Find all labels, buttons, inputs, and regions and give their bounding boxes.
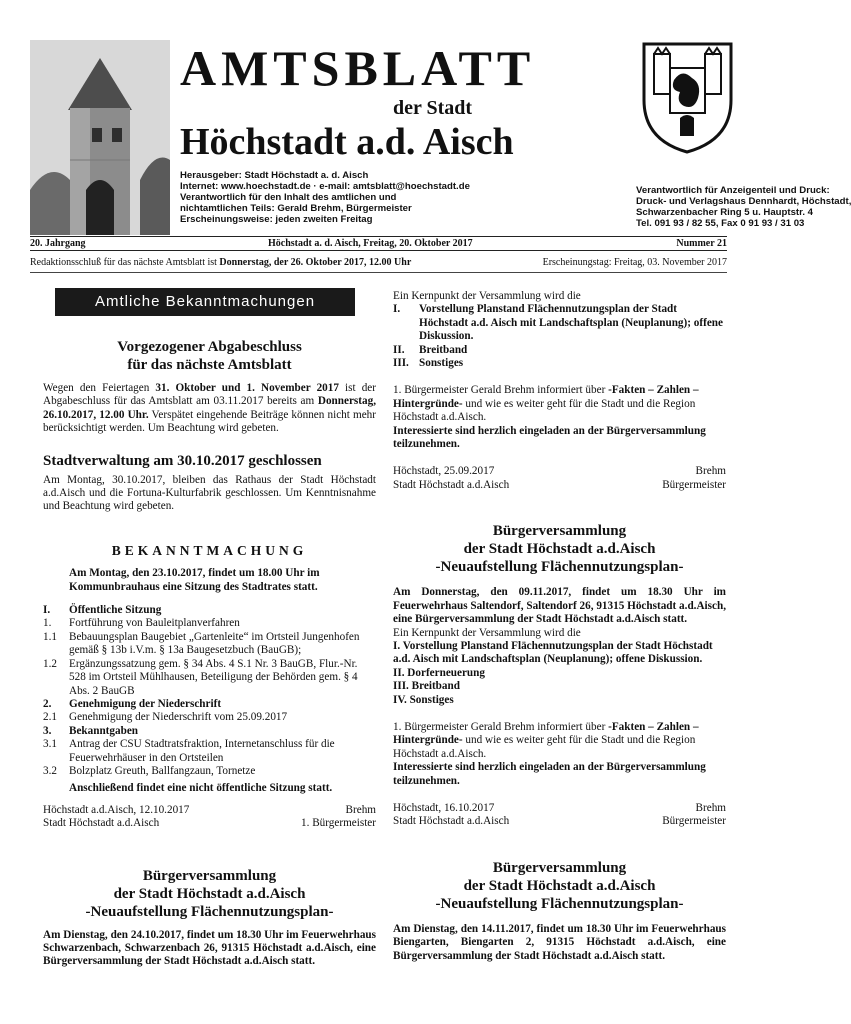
agenda-text: Bolzplatz Greuth, Ballfangzaun, Tornetze <box>69 764 256 777</box>
title-line: Bürgerversammlung <box>492 859 627 876</box>
agenda-text: Genehmigung der Niederschrift <box>69 697 222 710</box>
agenda-item <box>43 658 376 698</box>
title-line: -Neuaufstellung Flächennutzungsplan- <box>435 559 684 576</box>
publication-title: AMTSBLATT <box>180 40 536 96</box>
article-body: Am Dienstag, den 24.10.2017, findet um 18.30 Uhr im Feuerwehrhaus Schwarzenbach, Schwarzenbach 26, 91315 Höchstadt a.d.Aisch, eine Bürgerversammlung der Stadt Höchstadt a.d.Aisch statt. <box>43 928 376 968</box>
issue-date: Höchstadt a. d. Aisch, Freitag, 20. Oktober 2017 <box>268 238 473 249</box>
deadline-bar <box>30 256 727 273</box>
agenda-item: I. Vorstellung Planstand Flächennutzungsplan der Stadt Höchstadt a.d. Aisch mit Landschaftsplan (Neuplanung); offene Diskussion. <box>393 639 713 666</box>
title-line: -Neuaufstellung Flächennutzungsplan- <box>435 895 684 912</box>
invitation: Interessierte sind herzlich eingeladen an der Bürgerversammlung teilzunehmen. <box>393 424 706 451</box>
text: 1. Bürgermeister Gerald Brehm informiert über <box>393 720 609 733</box>
agenda-list <box>43 604 376 778</box>
meeting-intro: Am Montag, den 23.10.2017, findet um 18.00 Uhr im Kommunbrauhaus eine Sitzung des Stadtrates statt. <box>69 567 320 593</box>
agenda-num: II. <box>393 343 405 356</box>
ads-line: Verantwortlich für Anzeigenteil und Druck: <box>636 185 830 196</box>
agenda-num: 3. <box>43 724 52 737</box>
article-body: Am Dienstag, den 14.11.2017, findet um 18.30 Uhr im Feuerwehrhaus Biengarten, Biengarten 2, 91315 Höchstadt a.d.Aisch, eine Bürgerversammlung der Stadt Höchstadt a.d.Aisch statt. <box>393 922 726 962</box>
agenda-text: Breitband <box>419 343 468 356</box>
article-body <box>43 382 376 436</box>
agenda-item: II. Dorferneuerung <box>393 666 485 679</box>
bold-text: -Fakten – Zahlen – Hintergründe- <box>393 720 699 747</box>
text: Wegen den Feiertagen <box>43 382 156 394</box>
agenda-list <box>393 640 726 707</box>
publisher-line: Erscheinungsweise: jeden zweiten Freitag <box>180 214 373 225</box>
publisher-line: Verantwortlich für den Inhalt des amtlichen und <box>180 192 397 203</box>
volume: 20. Jahrgang <box>30 238 86 249</box>
right-column <box>393 290 726 963</box>
article-body: Am Montag, 30.10.2017, bleiben das Rathaus der Stadt Höchstadt a.d.Aisch und die Fortuna-Kulturfabrik geschlossen. Um Kenntnisnahme und Beachtung wird gebeten. <box>43 473 376 513</box>
publisher-line: Herausgeber: Stadt Höchstadt a. d. Aisch <box>180 170 369 181</box>
sign-place-date: Höchstadt, 16.10.2017 <box>393 801 495 814</box>
sign-org: Stadt Höchstadt a.d.Aisch <box>393 815 510 828</box>
ads-line: Druck- und Verlagshaus Dennhardt, Höchstadt, <box>636 196 851 207</box>
meeting-closing: Anschließend findet eine nicht öffentliche Sitzung statt. <box>69 782 333 795</box>
deadline-date: Donnerstag, der 26. Oktober 2017, 12.00 Uhr <box>219 257 412 268</box>
agenda-item <box>43 698 376 711</box>
issue-info-bar <box>30 236 727 251</box>
title-line: -Neuaufstellung Flächennutzungsplan- <box>85 903 334 920</box>
town-gate-photo <box>30 40 170 235</box>
masthead <box>30 40 851 235</box>
agenda-item <box>43 725 376 738</box>
bold-text: -Fakten – Zahlen – Hintergründe- <box>393 384 699 410</box>
article-title <box>393 859 726 913</box>
agenda-num: 2. <box>43 697 52 710</box>
sign-org: Stadt Höchstadt a.d.Aisch <box>43 817 160 830</box>
agenda-item: III. Breitband <box>393 680 460 693</box>
agenda-num: III. <box>393 357 409 370</box>
title-line: der Stadt Höchstadt a.d.Aisch <box>113 885 306 902</box>
agenda-text: Genehmigung der Niederschrift vom 25.09.2017 <box>69 711 288 724</box>
agenda-item: IV. Sonstiges <box>393 693 454 706</box>
agenda-num: 1.2 <box>43 657 57 670</box>
article-title: Stadtverwaltung am 30.10.2017 geschlossen <box>43 452 322 469</box>
invitation: Interessierte sind herzlich eingeladen an der Bürgerversammlung teilzunehmen. <box>393 761 706 787</box>
title-line: der Stadt Höchstadt a.d.Aisch <box>463 877 656 894</box>
ads-info <box>636 185 851 229</box>
agenda-item <box>43 617 376 630</box>
agenda-item <box>393 344 726 357</box>
publisher-line: nichtamtlichen Teils: Gerald Brehm, Bürgermeister <box>180 203 412 214</box>
sign-role: 1. Bürgermeister <box>301 817 376 830</box>
title-line: Bürgerversammlung <box>492 523 627 540</box>
agenda-intro: Ein Kernpunkt der Versammlung wird die <box>393 626 581 639</box>
text: ist der Abgabeschluss für das Amtsblatt am 03.11.2017 bereits am <box>43 382 376 408</box>
publisher-info <box>180 170 635 225</box>
title-line: Vorgezogener Abgabeschluss <box>117 339 302 355</box>
article-body <box>393 384 726 424</box>
text: und wie es weiter geht für die Stadt und die Region Höchstadt a.d.Aisch. <box>393 397 696 424</box>
text: Verspätet eingehende Beiträge können nicht mehr berücksichtigt werden. Um Beachtung wird gebeten. <box>43 408 376 435</box>
title-line: Bürgerversammlung <box>142 867 277 884</box>
coat-of-arms-icon <box>640 40 735 155</box>
signature-block <box>393 802 726 829</box>
sign-role: Bürgermeister <box>662 478 726 491</box>
agenda-num: I. <box>393 303 401 316</box>
sign-org: Stadt Höchstadt a.d.Aisch <box>393 478 510 491</box>
sign-place-date: Höchstadt a.d.Aisch, 12.10.2017 <box>43 803 190 816</box>
agenda-text: Bebauungsplan Baugebiet „Gartenleite“ im Ortsteil Jungenhofen gemäß § 13b i.V.m. § 13a Baugesetzbuch (BauGB); <box>69 630 360 657</box>
agenda-item <box>43 765 376 778</box>
agenda-num: 3.1 <box>43 738 57 751</box>
agenda-text: Bekanntgaben <box>69 724 139 737</box>
agenda-item <box>43 711 376 724</box>
agenda-item <box>43 738 376 765</box>
article-body <box>393 721 726 761</box>
signature-block <box>393 465 726 492</box>
agenda-list <box>393 303 726 370</box>
sign-name: Brehm <box>695 465 726 478</box>
title-line: der Stadt Höchstadt a.d.Aisch <box>463 541 656 558</box>
agenda-item <box>393 357 726 370</box>
agenda-intro: Ein Kernpunkt der Versammlung wird die <box>393 290 581 302</box>
article-title: BEKANNTMACHUNG <box>111 542 308 558</box>
agenda-item <box>43 604 376 617</box>
ads-line: Schwarzenbacher Ring 5 u. Hauptstr. 4 <box>636 207 813 218</box>
publication-subtitle: der Stadt <box>392 97 473 119</box>
sign-place-date: Höchstadt, 25.09.2017 <box>393 465 495 478</box>
agenda-text: Ergänzungssatzung gem. § 34 Abs. 4 S.1 Nr. 3 BauGB, Flur.-Nr. 528 im Ortsteil Mühlhausen, Beteiligung der Behörden gem. § 4 Abs. 2 BauGB <box>69 657 358 697</box>
section-banner: Amtliche Bekanntmachungen <box>55 288 355 316</box>
left-column <box>43 288 376 969</box>
text: 1. Bürgermeister Gerald Brehm informiert über <box>393 384 609 397</box>
agenda-text: Vorstellung Planstand Flächennutzungsplan der Stadt Höchstadt a.d. Aisch mit Landschaftsplan (Neuplanung); offene Diskussion. <box>419 303 723 343</box>
agenda-num: 1. <box>43 617 52 630</box>
city-name: Höchstadt a.d. Aisch <box>180 121 514 163</box>
title-line: für das nächste Amtsblatt <box>127 357 292 373</box>
sign-role: Bürgermeister <box>662 815 726 828</box>
article-body: Am Donnerstag, den 09.11.2017, findet um 18.30 Uhr im Feuerwehrhaus Saltendorf, Saltendorf 26, 91315 Höchstadt a.d.Aisch, eine Bürgerversammlung der Stadt Höchstadt a.d.Aisch statt. <box>393 586 726 626</box>
agenda-text: Öffentliche Sitzung <box>69 604 162 617</box>
sign-name: Brehm <box>345 803 376 816</box>
issue-number: Nummer 21 <box>676 238 727 249</box>
publication-date: Erscheinungstag: Freitag, 03. November 2017 <box>542 257 727 268</box>
agenda-num: 1.1 <box>43 630 57 643</box>
bold-text: Donnerstag, 26.10.2017, 12.00 Uhr. <box>43 395 376 421</box>
text: und wie es weiter geht für die Stadt und die Region Höchstadt a.d.Aisch. <box>393 734 696 760</box>
signature-block <box>43 804 376 831</box>
article-title <box>43 867 376 921</box>
agenda-item <box>43 631 376 658</box>
sign-name: Brehm <box>695 801 726 814</box>
deadline-prefix: Redaktionsschluß für das nächste Amtsblatt ist <box>30 257 220 268</box>
agenda-text: Sonstiges <box>419 357 464 370</box>
agenda-num: I. <box>43 604 51 617</box>
bold-text: 31. Oktober und 1. November 2017 <box>155 382 339 394</box>
agenda-text: Antrag der CSU Stadtratsfraktion, Internetanschluss für die Feuerwehrhäuser in den Ortsteilen <box>69 738 335 764</box>
article-title <box>43 338 376 374</box>
ads-line: Tel. 091 93 / 82 55, Fax 0 91 93 / 31 03 <box>636 218 805 229</box>
publisher-line: Internet: www.hoechstadt.de · e-mail: amtsblatt@hoechstadt.de <box>180 181 470 192</box>
agenda-item <box>393 303 726 343</box>
agenda-num: 3.2 <box>43 764 57 777</box>
agenda-text: Fortführung von Bauleitplanverfahren <box>69 617 240 630</box>
masthead-text <box>180 40 851 229</box>
article-title <box>393 522 726 576</box>
agenda-num: 2.1 <box>43 711 57 724</box>
